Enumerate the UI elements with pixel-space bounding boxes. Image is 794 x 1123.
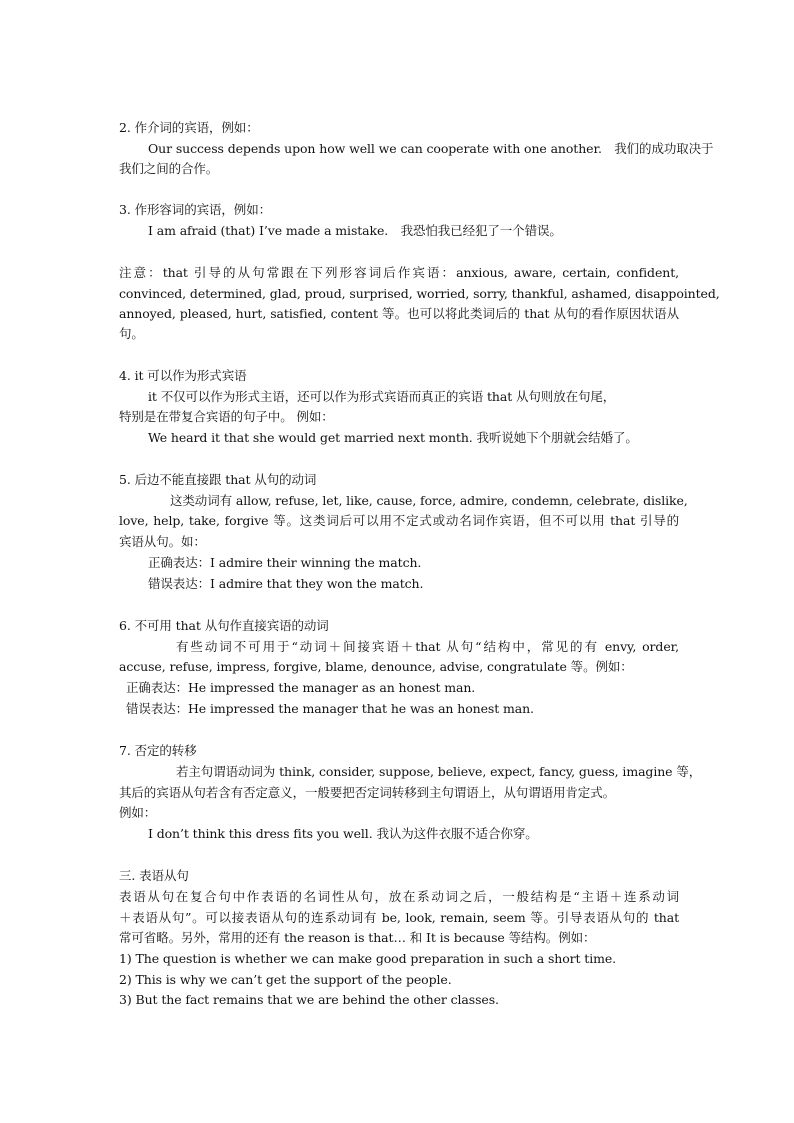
section-2-translation: 我们之间的合作。 xyxy=(119,161,219,176)
section-2-heading: 2. 作介词的宾语，例如： xyxy=(119,120,259,135)
section-three-example-3: 3) But the fact remains that we are behind the other classes. xyxy=(119,992,499,1007)
section-7-line-3: 例如： xyxy=(119,805,157,820)
section-6-incorrect: 错误表达：He impressed the manager that he was an honest man. xyxy=(126,701,534,716)
section-6-line-2: accuse, refuse, impress, forgive, blame, denounce, advise, congratulate 等。例如： xyxy=(119,659,633,674)
section-5-line-2: love, help, take, forgive 等。这类词后可以用不定式或动名词作宾语，但不可以用 that 引导的 xyxy=(119,513,679,528)
note-line-1: 注意：that 引导的从句常跟在下列形容词后作宾语：anxious, aware, certain, confident, xyxy=(119,265,679,280)
section-7-heading: 7. 否定的转移 xyxy=(119,743,197,758)
section-6-line-1: 有些动词不可用于“动词＋间接宾语＋that 从句“结构中，常见的有 envy, order, xyxy=(176,639,679,654)
section-4-heading: 4. it 可以作为形式宾语 xyxy=(119,368,247,383)
section-5-line-1: 这类动词有 allow, refuse, let, like, cause, force, admire, condemn, celebrate, dislike, xyxy=(170,493,688,508)
section-3-example: I am afraid (that) I’ve made a mistake. 我恐怕我已经犯了一个错误。 xyxy=(148,223,562,238)
note-line-4: 句。 xyxy=(119,326,144,341)
section-7-line-2: 其后的宾语从句若含有否定意义，一般要把否定词转移到主句谓语上，从句谓语用肯定式。 xyxy=(119,785,616,800)
section-three-example-2: 2) This is why we can’t get the support of the people. xyxy=(119,972,452,987)
section-7-line-1: 若主句谓语动词为 think, consider, suppose, believe, expect, fancy, guess, imagine 等， xyxy=(176,764,702,779)
section-4-line-1: it 不仅可以作为形式主语，还可以作为形式宾语而真正的宾语 that 从句则放在句尾， xyxy=(148,389,616,404)
section-4-example: We heard it that she would get married next month. 我听说她下个朋就会结婚了。 xyxy=(148,430,638,445)
section-6-correct: 正确表达：He impressed the manager as an honest man. xyxy=(126,680,476,695)
section-6-heading: 6. 不可用 that 从句作直接宾语的动词 xyxy=(119,618,329,633)
section-three-line-3: 常可省略。另外，常用的还有 the reason is that… 和 It is because 等结构。例如： xyxy=(119,930,596,945)
section-three-heading: 三. 表语从句 xyxy=(119,868,189,883)
section-5-heading: 5. 后边不能直接跟 that 从句的动词 xyxy=(119,472,317,487)
note-line-3: annoyed, pleased, hurt, satisfied, content 等。也可以将此类词后的 that 从句的看作原因状语从 xyxy=(119,306,679,321)
section-three-example-1: 1) The question is whether we can make good preparation in such a short time. xyxy=(119,951,617,966)
section-three-line-2: ＋表语从句”。可以接表语从句的连系动词有 be, look, remain, seem 等。引导表语从句的 that xyxy=(119,910,679,925)
section-three-line-1: 表语从句在复合句中作表语的名词性从句，放在系动词之后，一般结构是“主语＋连系动词 xyxy=(119,889,679,904)
section-7-example: I don’t think this dress fits you well. 我认为这件衣服不适合你穿。 xyxy=(148,826,538,841)
section-4-line-2: 特别是在带复合宾语的句子中。 例如： xyxy=(119,409,334,424)
section-5-line-3: 宾语从句。如： xyxy=(119,534,206,549)
section-5-incorrect: 错误表达：I admire that they won the match. xyxy=(148,576,424,591)
note-line-2: convinced, determined, glad, proud, surprised, worried, sorry, thankful, ashamed, disappointed, xyxy=(119,286,720,301)
section-3-heading: 3. 作形容词的宾语，例如： xyxy=(119,202,272,217)
section-2-example: Our success depends upon how well we can cooperate with one another. 我们的成功取决于 xyxy=(148,141,714,156)
section-5-correct: 正确表达：I admire their winning the match. xyxy=(148,555,422,570)
